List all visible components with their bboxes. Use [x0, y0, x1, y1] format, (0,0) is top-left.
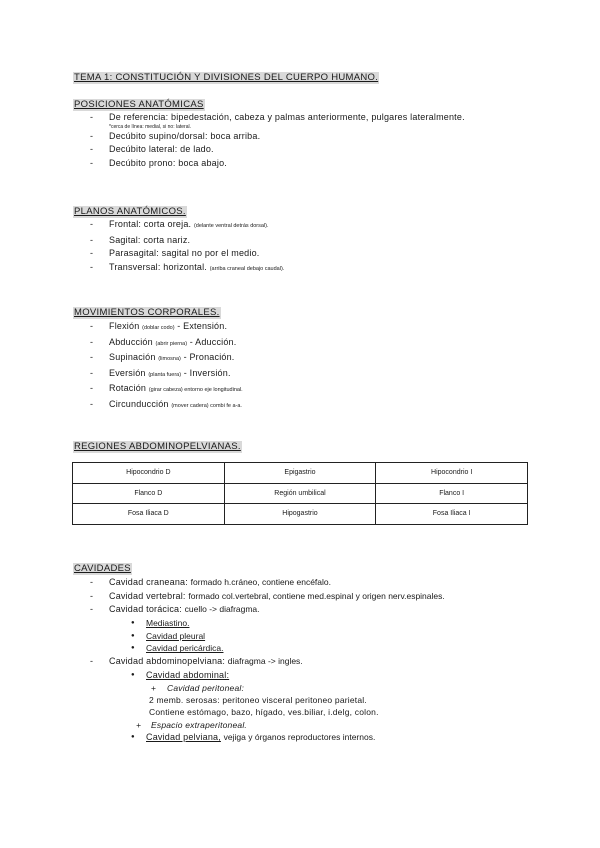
list-item — [149, 682, 445, 719]
cavidad-desc: formado h.cráneo, contiene encéfalo. — [190, 577, 331, 587]
section-heading-cavidades: CAVIDADES — [74, 563, 131, 574]
mov-note: (limosna) — [158, 356, 181, 363]
list-item — [90, 576, 445, 590]
page-title: TEMA 1: CONSTITUCIÓN Y DIVISIONES DEL CUERPO HUMANO. — [74, 72, 379, 83]
list-item — [90, 261, 284, 277]
plano-note: (delante ventral detrás dorsal). — [193, 223, 269, 229]
mov-opposite: - Extensión. — [177, 321, 228, 331]
table-cell: Flanco D — [73, 483, 225, 504]
mov-note: (doblar codo) — [142, 325, 175, 331]
list-item — [90, 603, 445, 655]
cavidad-pelviana: Cavidad pelviana, — [146, 732, 221, 743]
list-item — [90, 382, 243, 398]
planos-list — [90, 218, 284, 276]
cavidad-desc: diafragma -> ingles. — [227, 656, 303, 667]
table-cell: Hipogastrio — [224, 504, 376, 525]
list-item — [90, 111, 465, 130]
cavidad-desc: vejiga y órganos reproductores internos. — [223, 732, 376, 743]
list-item: ● Cavidad pericárdica. — [129, 642, 445, 655]
list-item: - Decúbito supino/dorsal: boca arriba. — [90, 130, 465, 144]
movimientos-list — [90, 320, 243, 414]
list-item — [90, 247, 284, 261]
list-item — [129, 731, 445, 744]
cavidad-desc: formado col.vertebral, contiene med.espinal y origen nerv.espinales. — [188, 590, 445, 601]
list-item — [90, 367, 243, 383]
mov-name: Circunducción — [109, 398, 169, 409]
cavidad-vertebral: Cavidad vertebral: — [109, 590, 186, 601]
mov-note: (abrir pierna) — [155, 340, 188, 347]
list-item — [90, 351, 243, 367]
section-heading-posiciones: POSICIONES ANATÓMICAS — [74, 99, 204, 110]
mov-name: Eversión — [109, 367, 146, 378]
list-item — [90, 398, 243, 414]
peritoneal-line: Contiene estómago, bazo, hígado, ves.biliar, i.delg, colon. — [149, 707, 379, 718]
cavidad-desc: cuello -> diafragma. — [184, 604, 260, 615]
mov-name: Abducción — [109, 336, 153, 347]
list-item — [90, 590, 445, 604]
mov-opposite: - Inversión. — [183, 367, 231, 378]
table-cell: Fosa Iliaca I — [376, 504, 528, 525]
plano-text: Parasagital: sagital no por el medio. — [109, 248, 260, 259]
mov-name: Rotación — [109, 383, 147, 394]
list-item: ● Cavidad pleural — [129, 630, 445, 643]
cavidad-abdominopelviana: Cavidad abdominopelviana: — [109, 656, 226, 667]
list-item — [90, 218, 284, 234]
mov-note: (girar cabeza) entorno eje longitudinal. — [148, 387, 243, 394]
cavidad-peritoneal: + Cavidad peritoneal: — [167, 682, 245, 693]
mov-name: Supinación — [109, 352, 156, 363]
list-item — [129, 669, 445, 731]
plano-text: Sagital: corta nariz. — [109, 234, 191, 245]
posicion-note: *cerca de línea: medial, si no: lateral. — [109, 123, 191, 130]
table-row — [73, 504, 528, 525]
plano-note: (arriba craneal debajo caudal). — [209, 265, 285, 272]
toracica-sublist — [129, 617, 445, 655]
list-item — [90, 234, 284, 248]
plano-text: Transversal: horizontal. — [109, 261, 208, 272]
mov-opposite: - Aducción. — [189, 336, 237, 347]
mov-note: (planta fuera) — [148, 371, 182, 378]
table-cell: Región umbilical — [224, 483, 376, 504]
section-heading-movimientos: MOVIMIENTOS CORPORALES. — [74, 307, 220, 318]
list-item: - Decúbito lateral: de lado. — [90, 143, 465, 157]
section-heading-regiones: REGIONES ABDOMINOPELVIANAS. — [74, 441, 241, 452]
cavidad-toracica: Cavidad torácica: — [109, 604, 182, 615]
abdomino-sublist — [129, 669, 445, 744]
section-heading-planos: PLANOS ANATÓMICOS. — [74, 206, 186, 217]
list-item — [90, 320, 243, 336]
table-cell: Flanco I — [376, 483, 528, 504]
list-item — [90, 655, 445, 744]
posicion-referencia: De referencia: bipedestación, cabeza y palmas anteriormente, pulgares lateralmente. — [109, 112, 465, 122]
list-item: ● Mediastino. — [129, 617, 445, 630]
mov-note: (mover cadera) combi fe a-a. — [171, 402, 242, 409]
peritoneal-line: 2 memb. serosas: peritoneo visceral peritoneo parietal. — [149, 694, 367, 705]
table-cell: Hipocondrio D — [73, 463, 225, 484]
mov-name: Flexión — [109, 321, 140, 331]
table-cell: Fosa Iliaca D — [73, 504, 225, 525]
abdominal-sublist — [148, 682, 445, 732]
table-cell: Epigastrio — [224, 463, 376, 484]
cavidad-abdominal: Cavidad abdominal: — [146, 669, 230, 680]
list-item: + Espacio extraperitoneal. — [134, 719, 445, 731]
cavidad-craneana: Cavidad craneana: — [109, 577, 188, 587]
table-row — [73, 463, 528, 484]
regions-table — [72, 462, 528, 525]
list-item: - Decúbito prono: boca abajo. — [90, 157, 465, 171]
cavidades-list — [90, 576, 445, 744]
table-cell: Hipocondrio I — [376, 463, 528, 484]
posiciones-list — [90, 111, 465, 170]
list-item — [90, 336, 243, 352]
table-row — [73, 483, 528, 504]
plano-text: Frontal: corta oreja. — [109, 219, 192, 229]
mov-opposite: - Pronación. — [183, 352, 235, 363]
